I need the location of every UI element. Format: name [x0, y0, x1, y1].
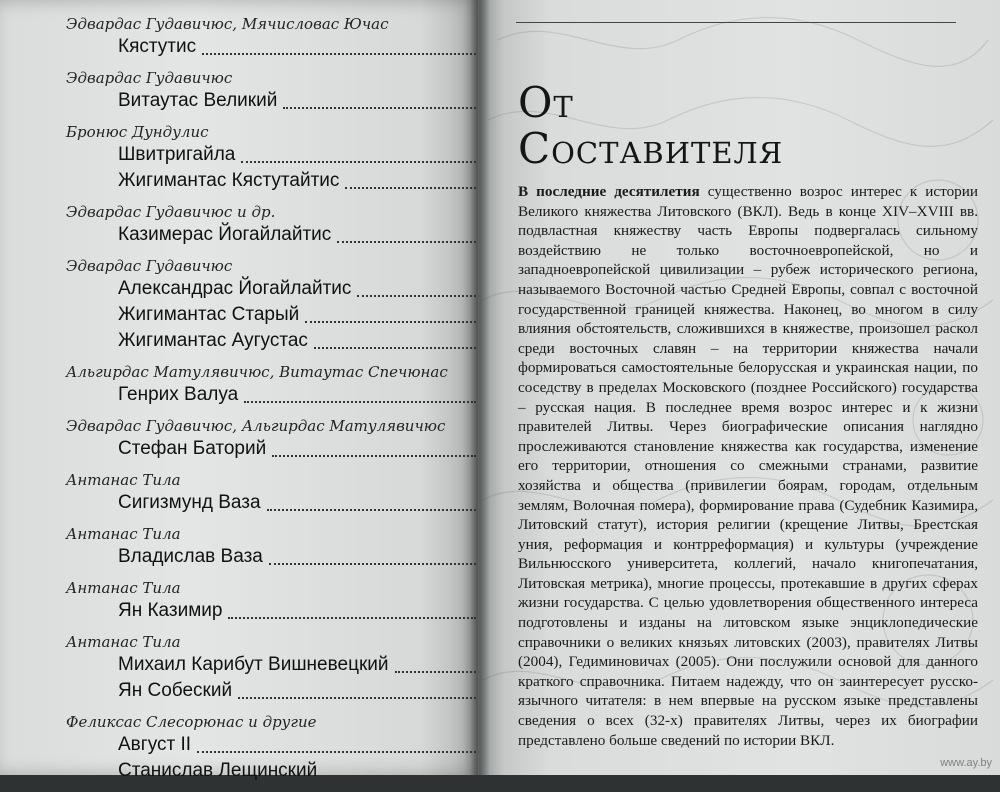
- toc-entry: [66, 362, 476, 408]
- toc-entry: [66, 202, 476, 248]
- toc-entry: [66, 524, 476, 570]
- paragraph-body: существенно возрос интерес к истории Великого княжества Литовского (ВКЛ). Ведь в конце XIV–XVIII вв. подвластная княжеству часть Европы подвергалась сильному воздействию не только восточноевропейской, но и западноевропейской цивилизации – рубеж исторического региона, называемого Восточной частью Средней Европы, совпал с восточной государственной границей княжества. Наконец, во многом в силу влияния обстоятельств, сложившихся в княжестве, произошел раскол среди восточных славян – на территории княжества начали формироваться самостоятельные белорусская и украинская нации, по соседству в пределах Московского (позднее Российского) государства – русская нация. В последнее время возрос интерес и к жизни правителей Литвы. Через биографические описания наглядно прослеживаются становление княжества как государства, изменение его территории, отношения со смежными странами, развитие хозяйства и общества (привилегии боярам, городам, отдельным землям, Волочная помера), формирование права (Судебник Казимира, Литовский статут), история религии (крещение Литвы, Брестская уния, реформация и контрреформация) и культуры (учреждение Вильнюсского университета, коллегий, начало книгопечатания, Литовская метрика), многие процессы, протекавшие в других сферах жизни государства. С целью удовлетворения общественного интереса подготовлены и изданы на литовском языке энциклопедические справочники о великих князьях литовских (2003), правителях Литвы (2004), Гедиминовичах (2005). Они послужили основой для данного краткого справочника. Питаем надежду, что он заинтересует русско-язычного читателя: в нем впервые на русском языке представлены сведения о всех (32-х) правителях Литвы, через их биографии представлено больше сведений по истории ВКЛ.: [518, 183, 979, 749]
- toc-title-row: [118, 168, 476, 194]
- toc-entry: [66, 256, 476, 354]
- dot-leader: [269, 563, 476, 565]
- toc-title-row: [118, 598, 476, 624]
- toc-title: Жигимантас Кястутайтис: [118, 170, 340, 191]
- dot-leader: [323, 777, 476, 779]
- toc-title: Витаутас Великий: [118, 90, 278, 111]
- table-of-contents: [66, 14, 476, 792]
- toc-title-row: [118, 652, 476, 678]
- toc-entry: [66, 578, 476, 624]
- dot-leader: [272, 455, 476, 457]
- toc-title-row: [118, 276, 476, 302]
- intro-paragraph: [518, 182, 978, 750]
- toc-title: Швитригайла: [118, 144, 236, 165]
- page-heading: [518, 80, 783, 172]
- toc-title: Ян Казимир: [118, 600, 223, 621]
- toc-author: Антанас Тила: [66, 579, 181, 597]
- toc-title: Казимерас Йогайлайтис: [118, 224, 332, 245]
- dot-leader: [244, 401, 476, 403]
- dot-leader: [238, 697, 476, 699]
- toc-entry: [66, 68, 476, 114]
- toc-entry: [66, 470, 476, 516]
- toc-title-row: [118, 758, 476, 784]
- toc-title: Владислав Ваза: [118, 546, 263, 567]
- toc-author: Эдвардас Гудавичюс: [66, 69, 233, 87]
- dot-leader: [395, 671, 476, 673]
- heading-line-2: Составителя: [518, 124, 784, 173]
- toc-title: Александрас Йогайлайтис: [118, 278, 352, 299]
- dot-leader: [267, 509, 476, 511]
- dot-leader: [228, 617, 476, 619]
- toc-title: Станислав Лещинский: [118, 760, 318, 781]
- dot-leader: [357, 295, 476, 297]
- dot-leader: [202, 53, 476, 55]
- dot-leader: [337, 241, 476, 243]
- toc-title: Кястутис: [118, 36, 197, 57]
- toc-author: Антанас Тила: [66, 633, 181, 651]
- toc-author: Эдвардас Гудавичюс и др.: [66, 203, 276, 221]
- right-page: [478, 0, 1000, 775]
- toc-author: Феликсас Слесорюнас и другие: [66, 713, 317, 731]
- toc-title-row: [118, 34, 476, 60]
- heading-line-1: От: [518, 78, 574, 127]
- toc-title-row: [118, 490, 476, 516]
- toc-title-row: [118, 382, 476, 408]
- toc-title: Жигимантас Аугустас: [118, 330, 308, 351]
- toc-title: Сигизмунд Ваза: [118, 492, 261, 513]
- dot-leader: [305, 321, 476, 323]
- toc-title-row: [118, 328, 476, 354]
- toc-title-row: [118, 544, 476, 570]
- toc-entry: [66, 632, 476, 704]
- toc-author: Эдвардас Гудавичюс: [66, 257, 233, 275]
- left-page: [0, 0, 478, 781]
- toc-title-row: [118, 222, 476, 248]
- toc-title: Жигимантас Старый: [118, 304, 300, 325]
- dot-leader: [197, 751, 476, 753]
- toc-entry: [66, 712, 476, 784]
- toc-title-row: [118, 88, 476, 114]
- toc-title: Генрих Валуа: [118, 384, 239, 405]
- toc-title-row: [118, 678, 476, 704]
- toc-title-row: [118, 302, 476, 328]
- toc-title-row: [118, 732, 476, 758]
- toc-title: Стефан Баторий: [118, 438, 267, 459]
- toc-title: Август II: [118, 734, 192, 755]
- toc-author: Эдвардас Гудавичюс, Альгирдас Матулявичюс: [66, 417, 446, 435]
- toc-entry: [66, 14, 476, 60]
- toc-entry: [66, 122, 476, 194]
- dot-leader: [283, 107, 476, 109]
- toc-author: Антанас Тила: [66, 471, 181, 489]
- toc-title-row: [118, 142, 476, 168]
- toc-title-row: [118, 436, 476, 462]
- toc-entry: [66, 416, 476, 462]
- toc-author: Антанас Тила: [66, 525, 181, 543]
- paragraph-lead: В последние десятилетия: [518, 183, 700, 200]
- toc-title: Михаил Карибут Вишневецкий: [118, 654, 389, 675]
- watermark: www.ay.by: [940, 757, 992, 769]
- dot-leader: [345, 187, 476, 189]
- top-rule: [516, 22, 956, 23]
- toc-author: Альгирдас Матулявичюс, Витаутас Спечюнас: [66, 363, 448, 381]
- toc-author: Эдвардас Гудавичюс, Мячисловас Ючас: [66, 15, 389, 33]
- dot-leader: [241, 161, 476, 163]
- toc-title: Ян Собеский: [118, 680, 233, 701]
- toc-author: Бронюс Дундулис: [66, 123, 209, 141]
- dot-leader: [314, 347, 476, 349]
